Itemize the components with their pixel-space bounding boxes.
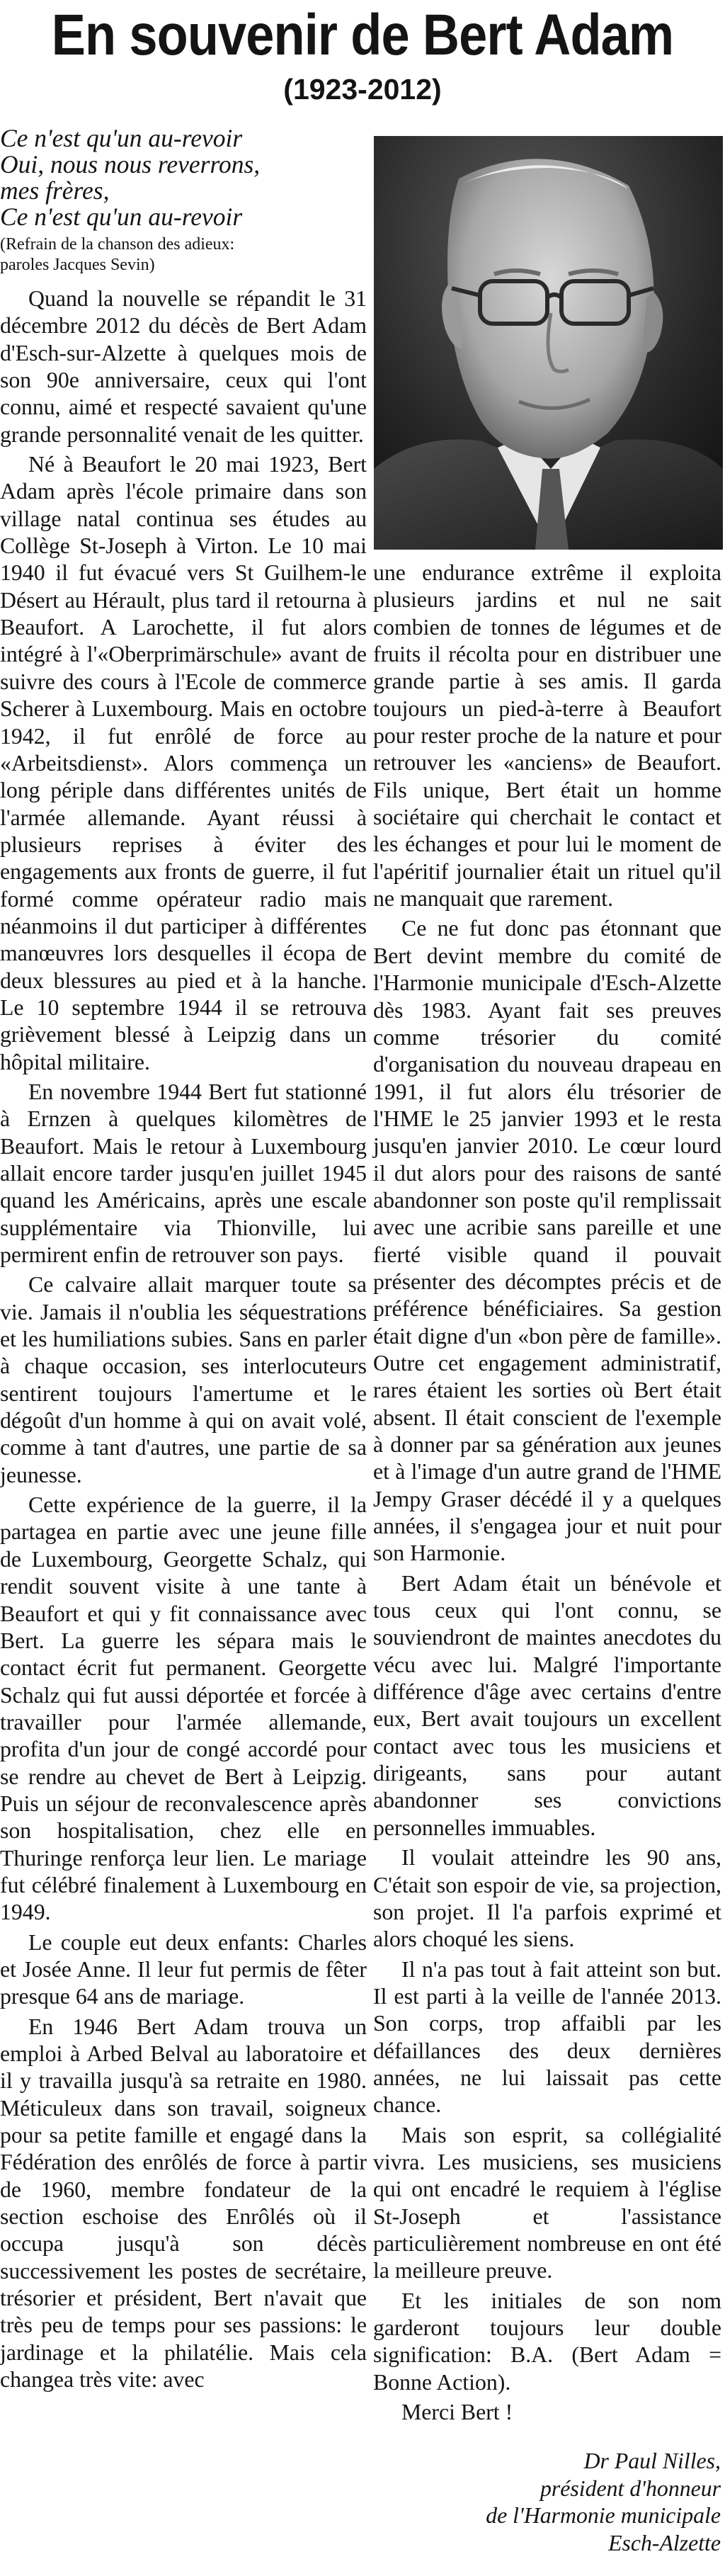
epigraph-line: mes frères, [0,176,110,205]
article-paragraph: Le couple eut deux enfants: Charles et Josée Anne. Il leur fut permis de fêter presque 64 ans de mariage. [0,1929,367,2009]
signature-line: Dr Paul Nilles, [583,2449,721,2473]
epigraph [0,125,368,230]
article-column-1 [0,285,367,2393]
article-paragraph: Cette expérience de la guerre, il la partagea en partie avec une jeune fille de Luxembourg, Georgette Schalz, qui rendit souvent visite à une tante à Beaufort et qui y fit connaissance avec Bert. La guerre les sépara mais le contact écrit fut permanent. Georgette Schalz qui fut aussi déportée et forcée à travailler pour l'armée allemande, profita d'un jour de congé accordé pour se rendre au chevet de Bert à Leipzig. Puis un séjour de reconvalescence après son hospitalisation, chez elle en Thuringe renforça leur lien. Le mariage fut célébré finalement à Luxembourg en 1949. [0,1492,367,1925]
article-paragraph: Quand la nouvelle se répandit le 31 décembre 2012 du décès de Bert Adam d'Esch-sur-Alzette à quelques mois de son 90e anniversaire, ceux qui l'ont connu, aimé et respecté savaient qu'une grande personnalité venait de les quitter. [0,286,367,447]
article-paragraph: En 1946 Bert Adam trouva un emploi à Arbed Belval au laboratoire et il y travailla jusqu'à sa retraite en 1980. Méticuleux dans son travail, soigneux pour sa petite famille et engagé dans la Fédération des enrôlés de force à partir de 1960, membre fondateur de la section eschoise des Enrôlés où il occupa jusqu'à son décès successivement les postes de secrétaire, trésorier et président, Bert n'avait que très peu de temps pour ses passions: le jardinage et la philatélie. Mais cela changea très vite: avec [0,2014,367,2393]
article-paragraph: Bert Adam était un bénévole et tous ceux qui l'ont connu, se souviendront de maintes anecdotes du vécu avec lui. Malgré l'importante différence d'âge avec certains d'entre eux, Bert avait toujours un excellent contact avec tous les musiciens et dirigeants, sans pour autant abandonner ses convictions personnelles immuables. [373,1570,721,1840]
article-paragraph: Il n'a pas tout à fait atteint son but. Il est parti à la veille de l'année 2013. Son corps, trop affaibli par les défaillances des deux dernières années, ne lui laissait pas cette chance. [373,1956,721,2118]
article-paragraph: Mais son esprit, sa collégialité vivra. Les musiciens, ses musiciens qui ont encadré le requiem à l'église St-Joseph et l'assistance particulièrement nombreuse en ont été la meilleure preuve. [373,2122,721,2283]
epigraph-credit-line: (Refrain de la chanson des adieux: [0,235,235,254]
article-title: En souvenir de Bert Adam [51,3,674,67]
signature-line: président d'honneur [540,2475,721,2501]
epigraph-line: Ce n'est qu'un au-revoir [0,124,243,152]
epigraph-credit [0,234,368,276]
article-paragraph: Merci Bert ! [401,2400,513,2425]
article-paragraph: Ce ne fut donc pas étonnant que Bert devint membre du comité de l'Harmonie municipale d'Esch-Alzette dès 1983. Ayant fait ses preuves comme trésorier du comité d'organisation du nouveau drapeau en 1991, il fut alors élu trésorier de l'HME le 25 janvier 1993 et le resta jusqu'en janvier 2010. Le cœur lourd il dut alors pour des raisons de santé abandonner son poste qu'il remplissait avec une acribie sans pareille et une fierté visible quand il pouvait présenter des décomptes précis et de préférence bénéficiaires. Sa gestion était digne d'un «bon père de famille». Outre cet engagement administratif, rares étaient les sorties où Bert était absent. Il était conscient de l'exemple à donner par sa génération aux jeunes et à l'image d'un autre grand de l'HME Jempy Graser décédé il y a quelques années, il s'engagea jour et nuit pour son Harmonie. [373,916,721,1566]
article-subtitle: (1923-2012) [283,73,442,106]
article-paragraph: Né à Beaufort le 20 mai 1923, Bert Adam après l'école primaire dans son village natal continua ses études au Collège St-Joseph à Virton. Le 10 mai 1940 il fut évacué vers St Guilhem-le Désert au Hérault, plus tard il retourna à Beaufort. A Larochette, il fut alors intégré à l'«Oberprimärschule» avant de suivre des cours à l'Ecole de commerce Scherer à Luxembourg. Mais en octobre 1942, il fut enrôlé de force au «Arbeitsdienst». Alors commença un long périple dans différentes unités de l'armée allemande. Ayant réussi à plusieurs reprises à éviter des engagements aux fronts de guerre, il fut formé comme opérateur radio mais néanmoins il dut participer à différentes manœuvres lors desquelles il écopa de deux blessures au pied et à la hanche. Le 10 septembre 1944 il se retrouva grièvement blessé à Leipzig dans un hôpital militaire. [0,452,367,1074]
epigraph-line: Ce n'est qu'un au-revoir [0,203,243,231]
epigraph-line: Oui, nous nous reverrons, [0,150,261,178]
article-paragraph: Il voulait atteindre les 90 ans, C'était son espoir de vie, sa projection, son projet. Il l'a parfois exprimé et alors choqué les siens. [373,1845,721,1952]
article-paragraph: une endurance extrême il exploita plusieurs jardins et nul ne sait combien de tonnes de légumes et de fruits il récolta pour en distribuer une grande partie à ses amis. Il garda toujours un pied-à-terre à Beaufort pour rester proche de la nature et pour retrouver les «anciens» de Beaufort. Fils unique, Bert était un homme sociétaire qui cherchait le contact et les échanges et pour lui le moment de l'apéritif journalier était un rituel qu'il ne manquait que rarement. [373,560,721,912]
article-paragraph: Ce calvaire allait marquer toute sa vie. Jamais il n'oublia les séquestrations et les humiliations subies. Sans en parler à chaque occasion, ses interlocuteurs sentirent toujours l'amertume et le dégoût d'un homme à qui on avait volé, comme à tant d'autres, une partie de sa jeunesse. [0,1272,367,1487]
article-paragraph: En novembre 1944 Bert fut stationné à Ernzen à quelques kilomètres de Beaufort. Mais le retour à Luxembourg allait encore tarder jusqu'en juillet 1945 quand les Américains, après une escale supplémentaire via Thionville, lui permirent enfin de retrouver son pays. [0,1079,367,1268]
portrait-photo [374,136,723,550]
article-paragraph: Et les initiales de son nom garderont toujours leur double signification: B.A. (Bert Adam = Bonne Action). [373,2288,721,2395]
article-column-2 [373,560,721,2426]
signature-line: de l'Harmonie municipale [486,2503,721,2528]
signature-line: Esch-Alzette [608,2530,721,2555]
epigraph-credit-line: paroles Jacques Sevin) [0,256,155,274]
signature-block [367,2448,721,2557]
